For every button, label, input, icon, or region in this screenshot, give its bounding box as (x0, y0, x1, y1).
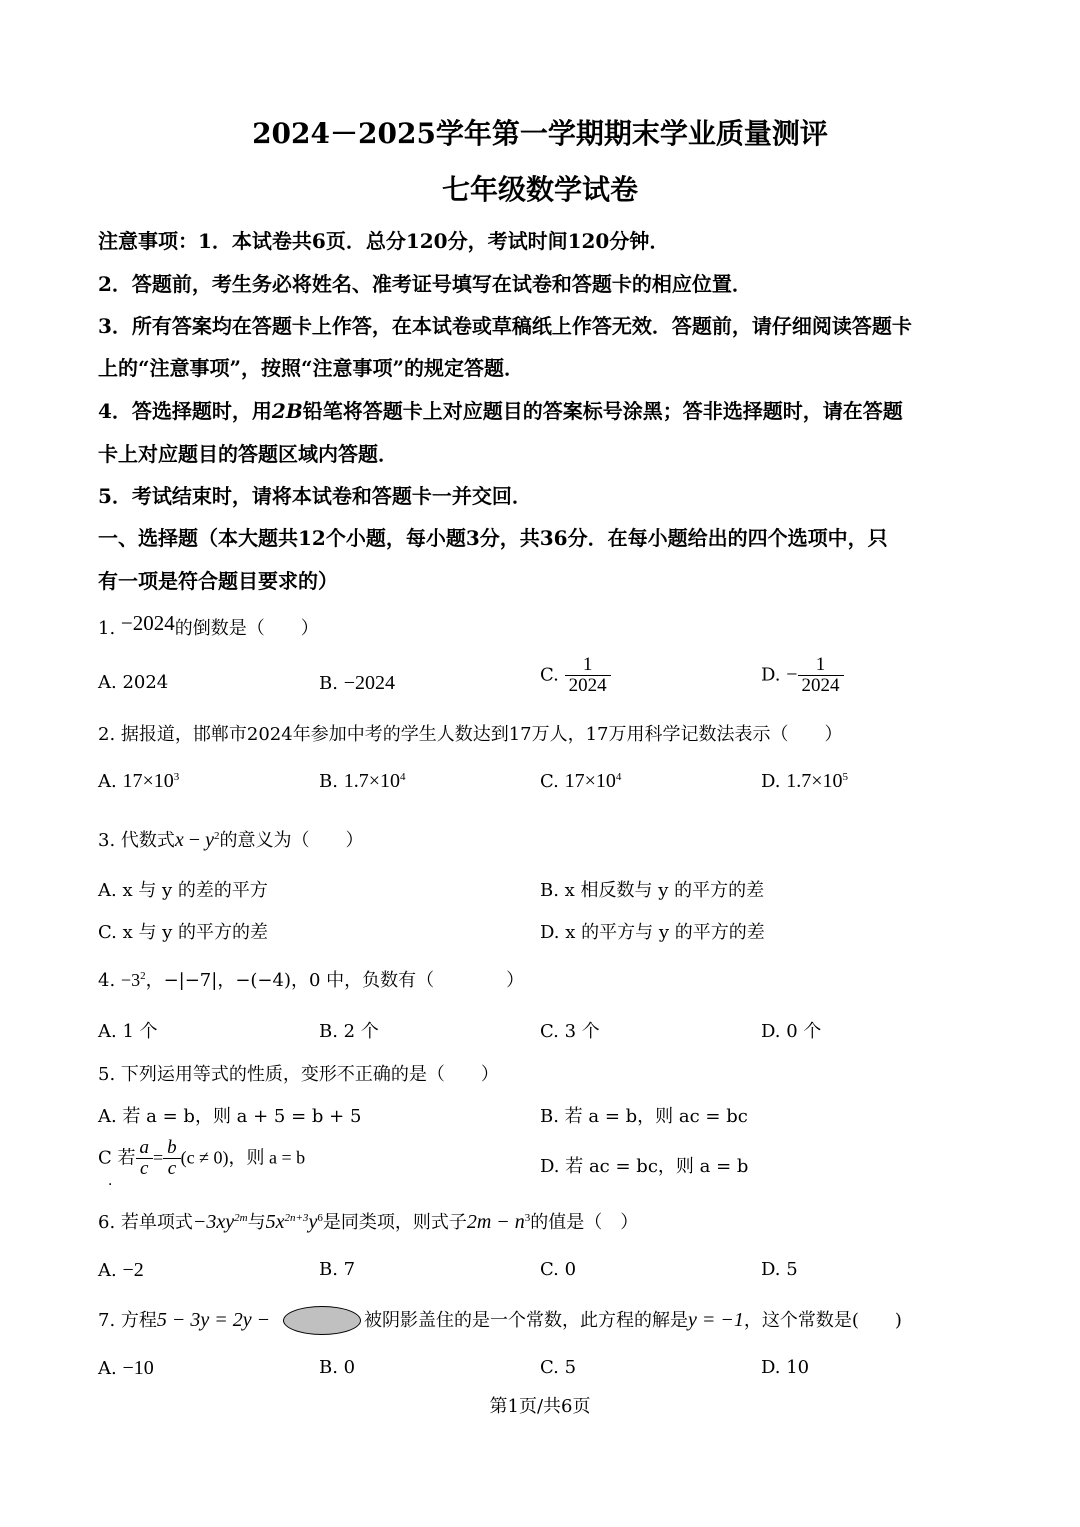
q2-a-exp: 3 (173, 771, 180, 783)
shaded-constant-oval (283, 1306, 361, 1335)
q5-c-c1: c (136, 1158, 154, 1179)
q5-option-b: B. 若 a = b，则 ac = bc (540, 1106, 748, 1127)
question-3 (98, 826, 363, 852)
q7-option-b: B. 0 (319, 1357, 356, 1378)
q5-c-pre: 若 (117, 1147, 136, 1169)
q7-equation: 5 − 3y = 2y − (156, 1309, 271, 1331)
q3-x: x (174, 829, 184, 851)
question-4 (98, 966, 524, 992)
q6-a-value: −2 (122, 1259, 144, 1281)
note-4-post: 铅笔将答题卡上对应题目的答案标号涂黑；答非选择题时，请在答题 (302, 399, 903, 423)
q5-option-a: A. 若 a = b，则 a + 5 = b + 5 (98, 1106, 362, 1127)
note-1: 注意事项：1．本试卷共6页．总分120分，考试时间120分钟． (98, 229, 670, 253)
q3-option-b: B. x 相反数与 y 的平方的差 (540, 880, 765, 901)
q4-option-b: B. 2 个 (319, 1021, 379, 1042)
q1-b-label: B. (319, 673, 338, 694)
q1-math: −2024 (120, 611, 175, 635)
q5-option-d: D. 若 ac = bc，则 a = b (540, 1156, 749, 1177)
q2-b-label: B. (319, 771, 338, 792)
q6-mid: 与 (247, 1212, 266, 1233)
q7-option-d: D. 10 (761, 1357, 810, 1378)
q1-d-numerator: 1 (815, 654, 826, 675)
q3-post: 的意义为（ ） (219, 830, 364, 851)
q6-pre: 6. 若单项式 (98, 1212, 193, 1233)
q7-a-value: −10 (122, 1357, 154, 1379)
q1-c-label: C. (540, 664, 559, 686)
q6-monomial2-exp: 2n+3 (284, 1212, 309, 1224)
note-2: 2．答题前，考生务必将姓名、准考证号填写在试卷和答题卡的相应位置． (98, 272, 752, 296)
section-heading-line1: 一、选择题（本大题共12个小题，每小题3分，共36分．在每小题给出的四个选项中，只 (98, 526, 888, 550)
question-1 (98, 611, 319, 640)
q7-solution: y = −1 (688, 1309, 744, 1331)
exam-subtitle: 七年级数学试卷 (441, 173, 638, 206)
q7-mid: 被阴影盖住的是一个常数，此方程的解是 (364, 1310, 688, 1331)
note-4-pencil: 2B (271, 399, 303, 423)
q1-option-b (319, 672, 395, 695)
note-3-line2: 上的“注意事项”，按照“注意事项”的规定答题． (98, 356, 525, 380)
q6-expression: 2m − n (466, 1211, 525, 1233)
q1-d-denominator: 2024 (798, 675, 844, 696)
q6-monomial2-y: y (308, 1211, 318, 1233)
q6-monomial1-exp: 2m (234, 1212, 248, 1224)
question-5: 5. 下列运用等式的性质，变形不正确的是（ ） (98, 1064, 499, 1085)
note-4-pre: 4．答选择题时，用 (98, 399, 272, 423)
question-6 (98, 1208, 638, 1234)
q4-option-a: A. 1 个 (98, 1021, 158, 1042)
q1-option-c (540, 655, 611, 696)
q5-c-post: (c ≠ 0)，则 a = b (180, 1147, 306, 1168)
q6-monomial2: 5x (265, 1211, 285, 1233)
q3-y: y (205, 829, 214, 851)
q5-c-b: b (167, 1137, 177, 1158)
q7-option-a (98, 1357, 154, 1380)
q1-option-a: A. 2024 (98, 672, 169, 693)
q4-term1-exp: 2 (140, 970, 146, 982)
note-4-line2: 卡上对应题目的答题区域内答题． (98, 442, 398, 466)
q6-a-label: A. (98, 1260, 117, 1281)
q1-d-label: D. (761, 664, 781, 686)
q3-option-d: D. x 的平方与 y 的平方的差 (540, 922, 765, 943)
q4-number: 4. (98, 970, 116, 991)
q2-d-exp: 5 (842, 771, 849, 783)
q4-rest: ，−|−7|，−(−4)，0 中，负数有（ ） (145, 970, 525, 991)
note-4-line1 (98, 395, 903, 424)
q6-monomial1: −3xy (192, 1211, 235, 1233)
q2-option-d (761, 770, 848, 793)
q7-a-label: A. (98, 1358, 117, 1379)
q5-c-c2: c (163, 1158, 181, 1179)
q2-c-exp: 4 (615, 771, 622, 783)
exam-title: 2024－2025学年第一学期期末学业质量测评 (252, 117, 828, 150)
q6-mid2: 是同类项，则式子 (322, 1212, 467, 1233)
question-7-start (98, 1306, 270, 1332)
q1-d-sign: − (786, 663, 798, 686)
q4-term1: −3 (120, 970, 141, 990)
question-7-rest (364, 1306, 902, 1332)
q4-option-c: C. 3 个 (540, 1021, 600, 1042)
q1-option-d (761, 655, 844, 696)
q1-b-value: −2024 (343, 672, 395, 694)
q3-minus: − (183, 829, 206, 851)
q5-c-a: a (139, 1137, 150, 1158)
q7-pre: 7. 方程 (98, 1310, 157, 1331)
q5-option-c (98, 1138, 305, 1179)
q2-b-exp: 4 (399, 771, 406, 783)
q6-expression-exp: 3 (524, 1212, 531, 1224)
q1-number: 1. (98, 618, 116, 639)
note-5: 5．考试结束时，请将本试卷和答题卡一并交回． (98, 484, 532, 508)
q1-text: 的倒数是（ ） (174, 618, 319, 639)
q2-d-label: D. (761, 771, 781, 792)
q1-c-denominator: 2024 (565, 675, 611, 696)
q3-exp: 2 (213, 830, 220, 842)
page-footer: 第1页/共6页 (489, 1396, 591, 1417)
q1-c-numerator: 1 (582, 654, 593, 675)
question-2: 2. 据报道，邯郸市2024年参加中考的学生人数达到17万人，17万用科学记数法表示（ ） (98, 724, 843, 745)
q2-option-b (319, 770, 405, 793)
q2-c-base: 17×10 (564, 770, 616, 792)
q6-option-c: C. 0 (540, 1259, 577, 1280)
q6-post: 的值是（ ） (530, 1212, 639, 1233)
q2-a-base: 17×10 (122, 770, 174, 792)
q6-option-b: B. 7 (319, 1259, 356, 1280)
q2-c-label: C. (540, 771, 559, 792)
q7-option-c: C. 5 (540, 1357, 577, 1378)
q3-pre: 3. 代数式 (98, 830, 175, 851)
q3-option-c: C. x 与 y 的平方的差 (98, 922, 269, 943)
section-heading-line2: 有一项是符合题目要求的） (98, 569, 338, 593)
q6-monomial2-yexp: 6 (317, 1212, 323, 1224)
q4-option-d: D. 0 个 (761, 1021, 822, 1042)
q2-b-base: 1.7×10 (343, 770, 400, 792)
q3-option-a: A. x 与 y 的差的平方 (98, 880, 268, 901)
q7-post: ，这个常数是( ) (743, 1310, 902, 1331)
q6-option-d: D. 5 (761, 1259, 798, 1280)
q5-c-dot: ． (108, 1173, 122, 1189)
q5-c-eq: = (153, 1147, 164, 1168)
q6-option-a (98, 1259, 144, 1282)
q2-option-c (540, 770, 621, 793)
q2-option-a (98, 770, 179, 793)
q5-c-label: C (98, 1147, 112, 1169)
note-3-line1: 3．所有答案均在答题卡上作答，在本试卷或草稿纸上作答无效．答题前，请仔细阅读答题卡 (98, 314, 912, 338)
q2-a-label: A. (98, 771, 117, 792)
q2-d-base: 1.7×10 (786, 770, 843, 792)
